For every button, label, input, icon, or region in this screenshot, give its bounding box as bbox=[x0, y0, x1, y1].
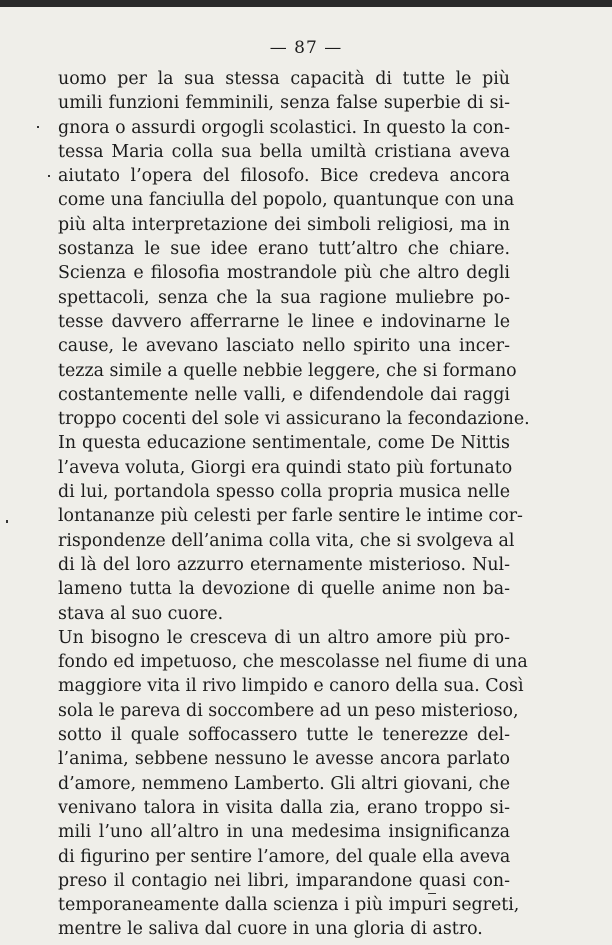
paragraph-1 bbox=[58, 67, 530, 626]
text-line: sotto il quale soffocassero tutte le tenerezze del- bbox=[58, 725, 510, 746]
text-line: tesse davvero afferrarne le linee e indovinarne le bbox=[58, 311, 510, 332]
text-line: umili funzioni femminili, senza false superbie di si- bbox=[58, 93, 510, 114]
text-line: l’anima, sebbene nessuno le avesse ancora parlato bbox=[58, 749, 510, 770]
text-line: mentre le saliva dal cuore in una gloria di astro. bbox=[58, 919, 483, 940]
text-line: d’amore, nemmeno Lamberto. Gli altri giovani, che bbox=[58, 773, 510, 794]
text-line: In questa educazione sentimentale, come De Nittis bbox=[58, 433, 510, 454]
scan-speck bbox=[48, 175, 50, 177]
scan-speck bbox=[6, 520, 8, 523]
scan-speck bbox=[428, 893, 436, 894]
text-line: gnora o assurdi orgogli scolastici. In questo la con- bbox=[58, 117, 510, 138]
paragraph-2 bbox=[58, 626, 528, 942]
text-line: maggiore vita il rivo limpido e canoro della sua. Così bbox=[58, 676, 524, 697]
text-line: l’aveva voluta, Giorgi era quindi stato più fortunato bbox=[58, 457, 513, 478]
text-line: sola le pareva di soccombere ad un peso misterioso, bbox=[58, 700, 519, 721]
text-line: sostanza le sue idee erano tutt’altro che chiare. bbox=[58, 239, 510, 260]
text-line: cause, le avevano lasciato nello spirito una incer- bbox=[58, 336, 510, 357]
text-line: mili l’uno all’altro in una medesima insignificanza bbox=[58, 822, 510, 843]
text-line: fondo ed impetuoso, che mescolasse nel fiume di una bbox=[58, 652, 528, 673]
scan-speck bbox=[37, 126, 39, 128]
text-line: tessa Maria colla sua bella umiltà cristiana aveva bbox=[58, 141, 510, 162]
text-line: lontananze più celesti per farle sentire le intime cor- bbox=[58, 506, 523, 527]
text-line: di lui, portandola spesso colla propria musica nelle bbox=[58, 482, 510, 503]
text-line: più alta interpretazione dei simboli religiosi, ma in bbox=[58, 214, 510, 235]
text-line: rispondenze dell’anima colla vita, che si svolgeva al bbox=[58, 530, 515, 551]
text-line: Un bisogno le cresceva di un altro amore più pro- bbox=[58, 627, 510, 648]
text-line: temporaneamente dalla scienza i più impuri segreti, bbox=[58, 895, 520, 916]
text-line: stava al suo cuore. bbox=[58, 603, 224, 624]
body-text bbox=[58, 67, 530, 942]
text-line: tezza simile a quelle nebbie leggere, che si formano bbox=[58, 360, 517, 381]
text-line: costantemente nelle valli, e difendendole dai raggi bbox=[58, 384, 510, 405]
text-line: di figurino per sentire l’amore, del quale ella aveva bbox=[58, 846, 511, 867]
text-line: come una fanciulla del popolo, quantunque con una bbox=[58, 190, 515, 211]
text-line: preso il contagio nei libri, imparandone quasi con- bbox=[58, 870, 510, 891]
text-line: troppo cocenti del sole vi assicurano la fecondazione. bbox=[58, 409, 530, 430]
text-line: lameno tutta la devozione di quelle anime non ba- bbox=[58, 579, 510, 600]
page-number: — 87 — bbox=[269, 38, 343, 58]
text-line: aiutato l’opera del filosofo. Bice credeva ancora bbox=[58, 166, 510, 187]
scan-edge bbox=[0, 0, 612, 7]
text-line: Scienza e filosofia mostrandole più che altro degli bbox=[58, 263, 510, 284]
text-line: di là del loro azzurro eternamente misterioso. Nul- bbox=[58, 554, 510, 575]
text-line: spettacoli, senza che la sua ragione muliebre po- bbox=[58, 287, 510, 308]
text-line: uomo per la sua stessa capacità di tutte le più bbox=[58, 69, 510, 89]
text-line: venivano talora in visita dalla zia, erano troppo si- bbox=[58, 797, 510, 818]
